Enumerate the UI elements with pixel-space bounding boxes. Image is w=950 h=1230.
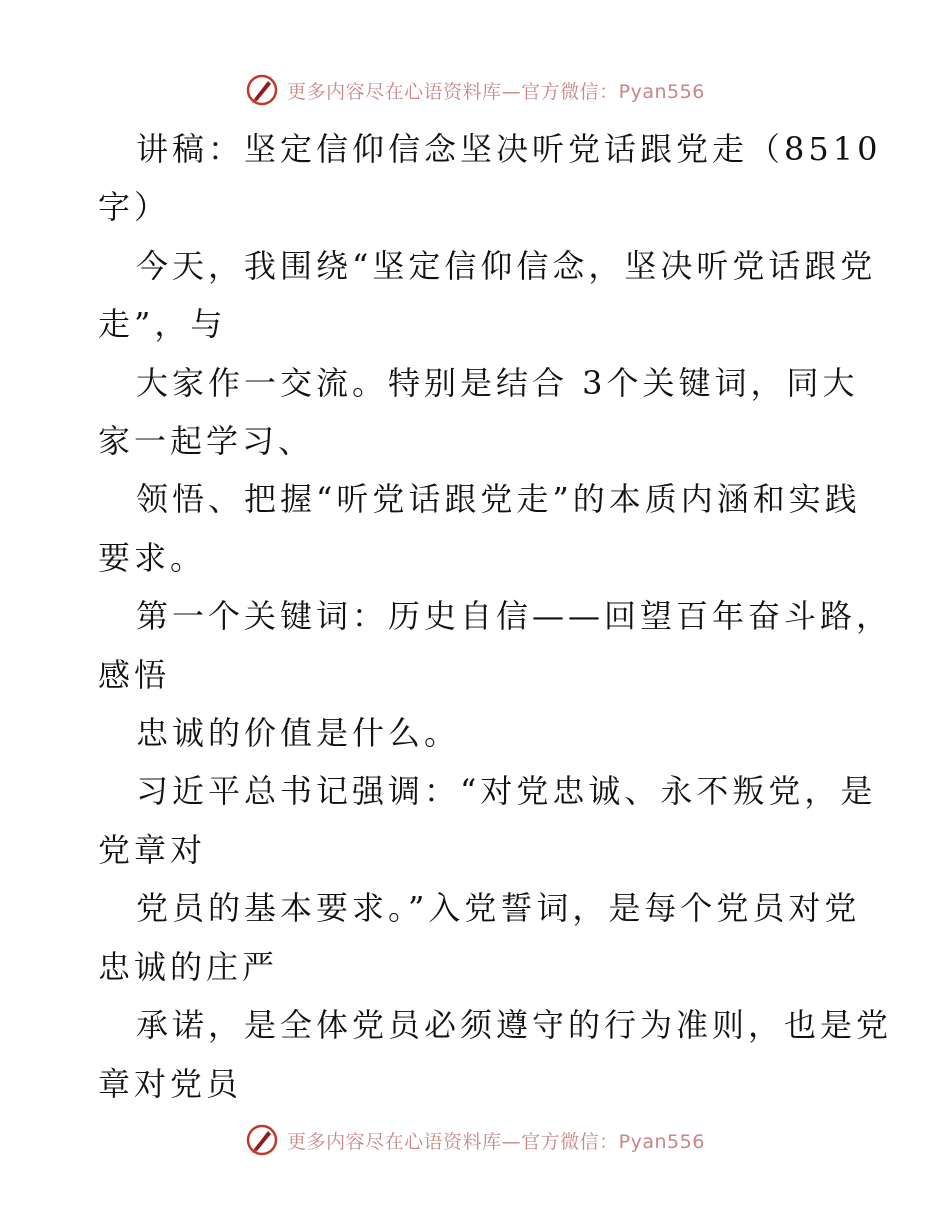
text-line: 忠诚的价值是什么。	[136, 714, 461, 753]
text-line: 今天，我围绕“坚定信仰信念，坚决听党话跟党	[136, 246, 877, 285]
footer-watermark	[0, 1120, 950, 1160]
text-line: 党员的基本要求。”入党誓词，是每个党员对党	[136, 889, 861, 928]
text-line: 忠诚的庄严	[98, 947, 279, 986]
quill-pen-logo-icon	[245, 73, 279, 107]
text-line: 感悟	[98, 655, 171, 694]
text-line: 第一个关键词：历史自信——回望百年奋斗路，	[136, 597, 893, 636]
text-line: 走”，与	[98, 305, 227, 344]
header-watermark	[0, 70, 950, 110]
quill-pen-logo-icon	[245, 1123, 279, 1157]
watermark-text: 更多内容尽在心语资料库—官方微信：Pyan556	[287, 1130, 705, 1153]
text-line: 要求。	[98, 538, 207, 577]
text-line: 讲稿：坚定信仰信念坚决听党话跟党走（8510	[136, 130, 882, 168]
text-line: 习近平总书记强调：“对党忠诚、永不叛党，是	[136, 772, 877, 811]
text-line: 字）	[98, 188, 171, 227]
text-line: 领悟、把握“听党话跟党走”的本质内涵和实践	[136, 480, 861, 519]
text-line: 家一起学习、	[98, 422, 315, 461]
text-line: 党章对	[98, 830, 207, 869]
text-line: 承诺，是全体党员必须遵守的行为准则，也是党	[136, 1006, 893, 1045]
watermark-text: 更多内容尽在心语资料库—官方微信：Pyan556	[287, 80, 705, 103]
text-line: 章对党员	[98, 1064, 243, 1103]
document-body	[98, 120, 893, 1113]
text-line: 大家作一交流。特别是结合 3个关键词，同大	[136, 363, 859, 402]
